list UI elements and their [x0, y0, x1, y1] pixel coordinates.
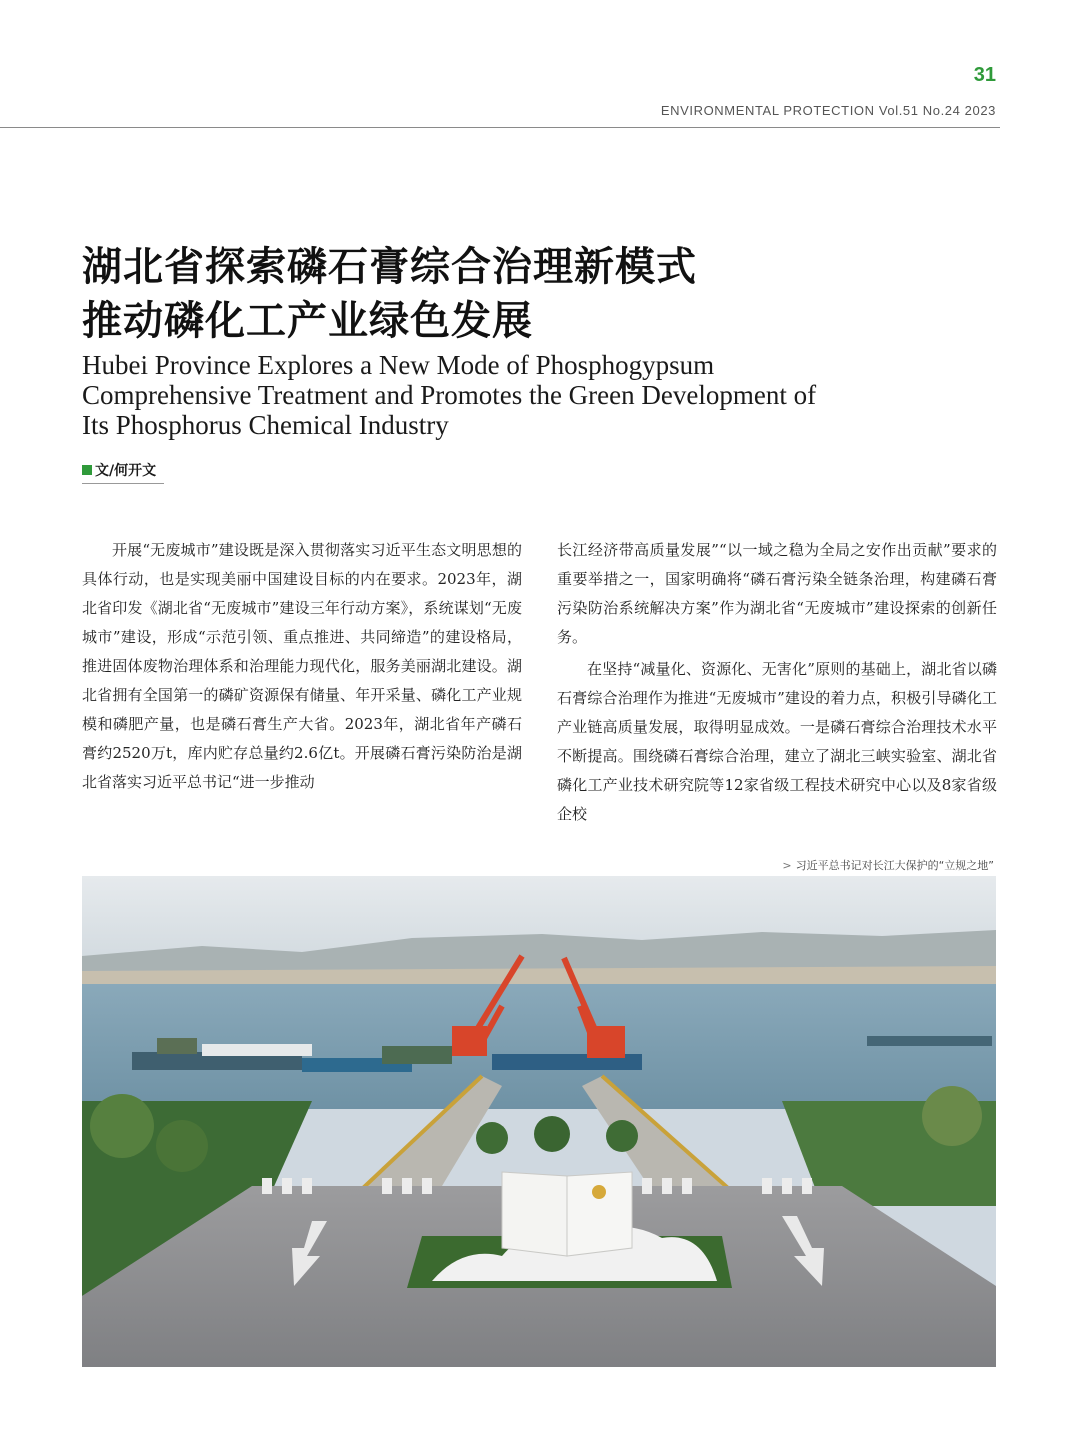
author-divider	[82, 483, 164, 484]
barge-cabin	[157, 1038, 197, 1054]
header-divider	[0, 127, 1000, 128]
title-en-line-1: Hubei Province Explores a New Mode of Phosphogypsum	[82, 350, 715, 380]
author-name: 文/何开文	[95, 463, 157, 479]
title-zh-line-1: 湖北省探索磷石膏综合治理新模式	[82, 244, 697, 290]
photo-caption-text: 习近平总书记对长江大保护的“立规之地”	[795, 859, 994, 872]
title-en-line-3: Its Phosphorus Chemical Industry	[82, 410, 449, 440]
green-square-icon	[82, 465, 92, 475]
title-en-line-2: Comprehensive Treatment and Promotes the Green Development of	[82, 380, 817, 410]
article-photo	[82, 876, 996, 1367]
page-number: 31	[973, 64, 996, 86]
body-column-left	[82, 536, 522, 797]
book-monument-right-page	[567, 1172, 632, 1256]
barge-cabin	[382, 1046, 452, 1064]
article-title-english	[82, 350, 816, 440]
photo-illustration	[82, 876, 996, 1367]
article-title-chinese	[82, 240, 697, 348]
crane-right-base	[587, 1026, 625, 1058]
body-paragraph-continued: 长江经济带高质量发展”“以一域之稳为全局之安作出贡献”要求的重要举措之一，国家明确将“磷石膏污染全链条治理，构建磷石膏污染防治系统解决方案”作为湖北省“无废城市”建设探索的创新任务。	[557, 541, 997, 646]
title-zh-line-2: 推动磷化工产业绿色发展	[82, 298, 533, 344]
body-paragraph: 在坚持“减量化、资源化、无害化”原则的基础上，湖北省以磷石膏综合治理作为推进“无废城市”建设的着力点，积极引导磷化工产业链高质量发展，取得明显成效。一是磷石膏综合治理技术水平不断提高。围绕磷石膏综合治理，建立了湖北三峡实验室、湖北省磷化工产业技术研究院等12家省级工程技术研究中心以及8家省级企校	[557, 660, 997, 823]
journal-running-header: ENVIRONMENTAL PROTECTION Vol.51 No.24 2023	[660, 103, 996, 118]
author-byline	[82, 460, 156, 480]
body-column-right	[557, 536, 997, 829]
body-paragraph: 开展“无废城市”建设既是深入贯彻落实习近平生态文明思想的具体行动，也是实现美丽中国建设目标的内在要求。2023年，湖北省印发《湖北省“无废城市”建设三年行动方案》，系统谋划“无废城市”建设，形成“示范引领、重点推进、共同缔造”的建设格局，推进固体废物治理体系和治理能力现代化，服务美丽湖北建设。湖北省拥有全国第一的磷矿资源保有储量、年开采量、磷化工产业规模和磷肥产量，也是磷石膏生产大省。2023年，湖北省年产磷石膏约2520万t，库内贮存总量约2.6亿t。开展磷石膏污染防治是湖北省落实习近平总书记“进一步推动	[82, 541, 522, 791]
emblem-icon	[592, 1185, 606, 1199]
chevron-right-icon: >	[782, 859, 792, 872]
crane-left-base	[452, 1026, 487, 1056]
barge-cargo	[202, 1044, 312, 1056]
barge	[867, 1036, 992, 1046]
photo-caption	[782, 857, 994, 873]
book-monument-left-page	[502, 1172, 567, 1256]
